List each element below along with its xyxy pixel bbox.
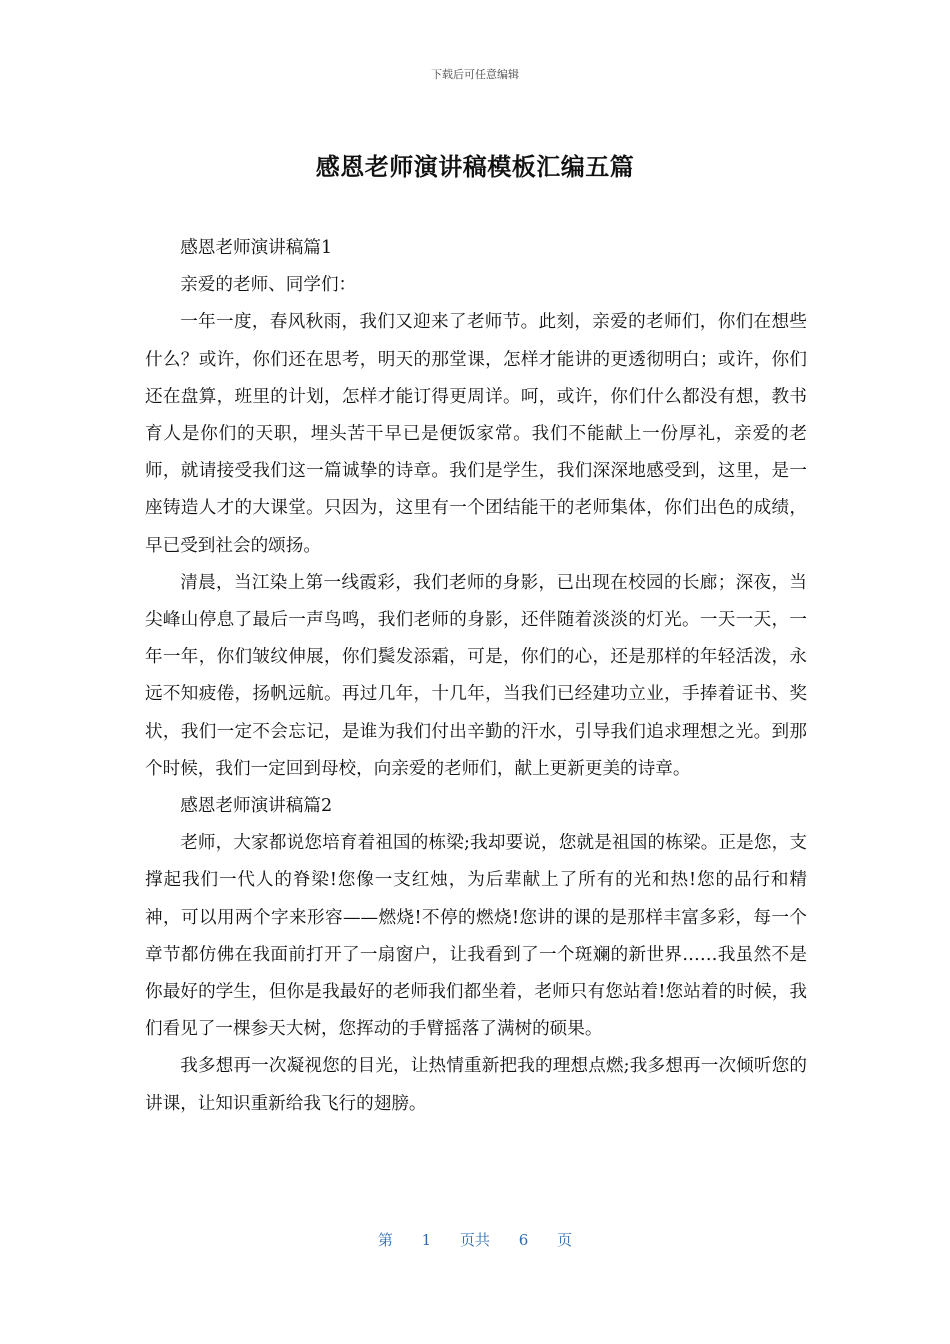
page-footer: [0, 1229, 950, 1250]
header-note: 下载后可任意编辑: [431, 68, 519, 81]
section-heading-1: 感恩老师演讲稿篇1: [180, 238, 333, 258]
section-heading-2: 感恩老师演讲稿篇2: [180, 796, 333, 817]
footer-middle: 页共: [459, 1231, 490, 1249]
body-paragraph: 清晨，当江染上第一线霞彩，我们老师的身影，已出现在校园的长廊；深夜，当尖峰山停息了最后一声鸟鸣，我们老师的身影，还伴随着淡淡的灯光。一天一天，一年一年，你们皱纹伸展，你们鬓发添霜，可是，你们的心，还是那样的年轻活泼，永远不知疲倦，扬帆远航。再过几年，十几年，当我们已经建功立业，手捧着证书、奖状，我们一定不会忘记，是谁为我们付出辛勤的汗水，引导我们追求理想之光。到那个时候，我们一定回到母校，向亲爱的老师们，献上更新更美的诗章。: [145, 572, 807, 779]
body-paragraph: 我多想再一次凝视您的目光，让热情重新把我的理想点燃;我多想再一次倾听您的讲课，让知识重新给我飞行的翅膀。: [145, 1056, 807, 1114]
body-paragraph: 一年一度，春风秋雨，我们又迎来了老师节。此刻，亲爱的老师们，你们在想些什么？或许，你们还在思考，明天的那堂课，怎样才能讲的更透彻明白；或许，你们还在盘算，班里的计划，怎样才能订得更周详。呵，或许，你们什么都没有想，教书育人是你们的天职，埋头苦干早已是便饭家常。我们不能献上一份厚礼，亲爱的老师，就请接受我们这一篇诚挚的诗章。我们是学生，我们深深地感受到，这里，是一座铸造人才的大课堂。只因为，这里有一个团结能干的老师集体，你们出色的成绩，早已受到社会的颂扬。: [145, 312, 807, 556]
footer-page-number: 1: [421, 1231, 432, 1249]
document-body: [145, 230, 807, 1123]
footer-prefix: 第: [377, 1231, 393, 1249]
footer-suffix: 页: [557, 1231, 573, 1249]
document-title: 感恩老师演讲稿模板汇编五篇: [315, 153, 635, 181]
footer-total-pages: 6: [518, 1231, 529, 1249]
body-paragraph: 老师，大家都说您培育着祖国的栋梁;我却要说，您就是祖国的栋梁。正是您，支撑起我们一代人的脊梁!您像一支红烛，为后辈献上了所有的光和热!您的品行和精神，可以用两个字来形容——燃烧!不停的燃烧!您讲的课的是那样丰富多彩，每一个章节都仿佛在我面前打开了一扇窗户，让我看到了一个斑斓的新世界……我虽然不是你最好的学生，但你是我最好的老师我们都坐着，老师只有您站着!您站着的时候，我们看见了一棵参天大树，您挥动的手臂摇落了满树的硕果。: [145, 833, 807, 1040]
salutation: 亲爱的老师、同学们：: [180, 275, 357, 296]
